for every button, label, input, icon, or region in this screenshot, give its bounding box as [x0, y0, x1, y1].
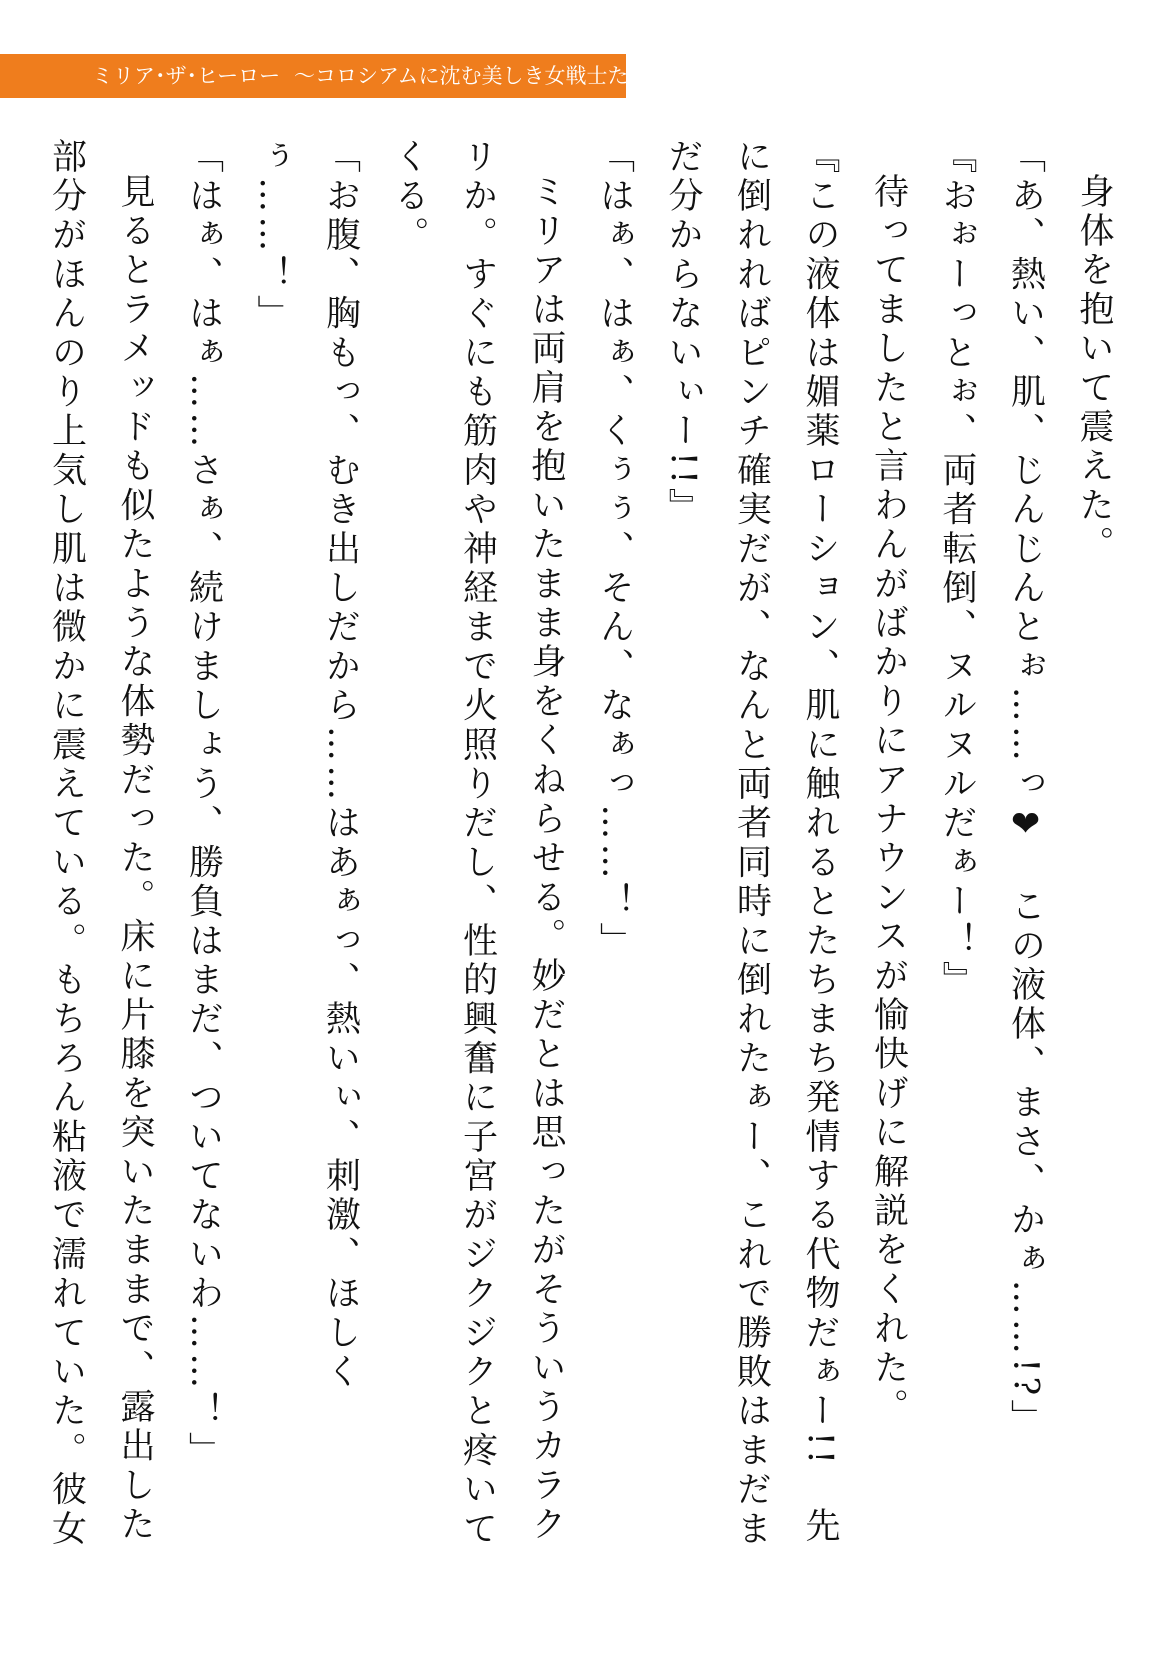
text-line: 身体を抱いて震えた。 [1074, 173, 1114, 565]
text-line: ミリアは両肩を抱いたまま身をくねらせる。妙だとは思ったがそういうカラクリか。すぐにも筋肉や神経まで火照りだし、性的興奮に子宮がジクジクと疼いてくる。 [389, 138, 566, 1550]
book-subtitle: 〜コロシアムに沈む美しき女戦士たち〜 [294, 64, 671, 88]
vertical-text-body [46, 138, 1128, 1570]
running-header [0, 54, 671, 98]
dialogue-line: 「はぁ、はぁ……さぁ、続けましょう、勝負はまだ、ついてないわ……！」 [183, 138, 224, 1471]
text-line: 見るとラメッドも似たような体勢だった。床に片膝を突いたままで、露出した部分がほんのり上気し肌は微かに震えている。もちろん粘液で濡れていた。彼女 [46, 138, 155, 1550]
book-title: ミリア･ザ･ヒーロー [92, 64, 281, 88]
text-line: 待ってましたと言わんがばかりにアナウンスが愉快げに解説をくれた。 [868, 173, 909, 1428]
dialogue-line: 『この液体は媚薬ローション、肌に触れるとたちまち発情する代物だぁー!! 先に倒れればピンチ確実だが、なんと両者同時に倒れたぁー、これで勝敗はまだまだ分からないぃー!!』 [663, 138, 840, 1550]
dialogue-line: 「はぁ、はぁ、くぅぅ、そん、なぁっ……！」 [594, 138, 635, 962]
dialogue-line: 「あ、熱い、肌、じんじんとぉ……っ❤ この液体、まさ、かぁ……!?」 [1005, 138, 1046, 1439]
dialogue-line: 「お腹、胸もっ、むき出しだから……はあぁっ、熱いぃ、刺激、ほしくぅ……！」 [252, 138, 361, 1393]
dialogue-line: 『おぉーっとぉ、両者転倒、ヌルヌルだぁー！』 [937, 138, 977, 1001]
